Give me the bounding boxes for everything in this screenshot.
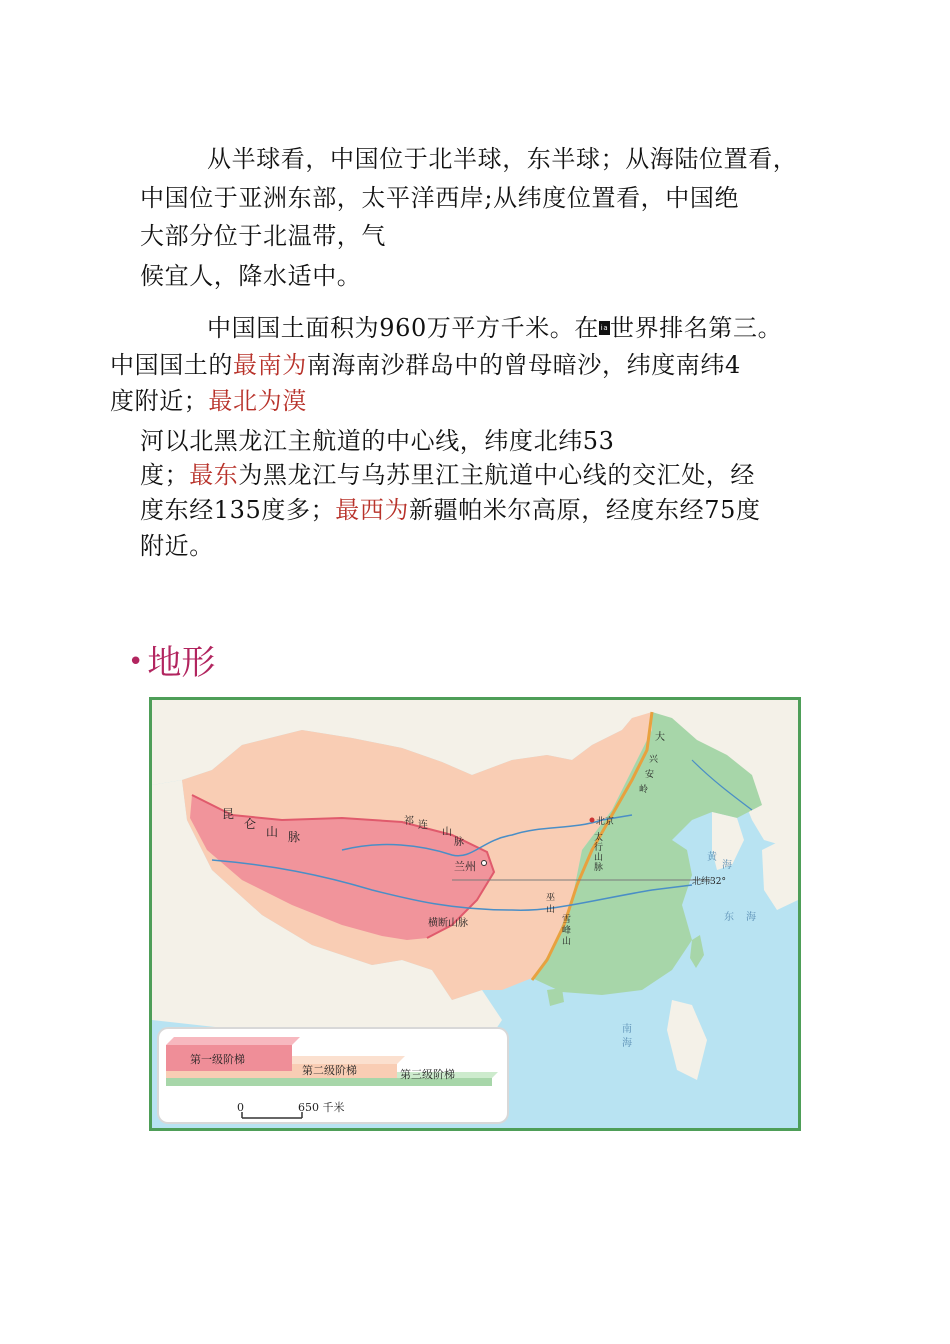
label-wushan-2: 山 [546, 905, 556, 915]
paragraph1-line2: 中国位于亚洲东部，太平洋西岸;从纬度位置看，中国绝 [140, 184, 740, 212]
paragraph2-line1 [207, 312, 782, 344]
terrain-map [149, 697, 801, 1131]
label-taihang-3: 山 [594, 853, 604, 863]
paragraph2-line6-text-b: 新疆帕米尔高原，经度东经75度 [409, 496, 761, 524]
label-daxing-4: 岭 [639, 785, 649, 795]
paragraph2-line2 [110, 349, 741, 381]
label-hengduan: 横断山脉 [428, 918, 468, 929]
label-daxing-3: 安 [645, 770, 655, 780]
eastmost-highlight: 最东 [189, 461, 239, 489]
label-lat32: 北纬32° [692, 877, 726, 887]
label-qilian-1: 祁 [404, 816, 414, 827]
philippines-islands [667, 1000, 707, 1080]
label-kunlun-4: 脉 [288, 830, 301, 844]
section-heading [128, 640, 215, 685]
paragraph2-line5-text-a: 度； [140, 461, 190, 489]
paragraph2-line2-text-b: 南海南沙群岛中的曾母暗沙，纬度南纬4 [306, 351, 741, 379]
legend-step1-top [166, 1037, 300, 1045]
paragraph1-line1: 从半球看，中国位于北半球，东半球；从海陆位置看， [207, 145, 798, 173]
paragraph2-line1-text-b: 世界排名第三。 [610, 314, 783, 342]
paragraph1-line4: 候宜人，降水适中。 [140, 262, 362, 290]
label-wushan-1: 巫 [546, 893, 556, 903]
paragraph2-line7: 附近。 [140, 532, 214, 560]
paragraph1-line3: 大部分位于北温带，气 [140, 222, 386, 250]
paragraph2-line3-text-a: 度附近； [110, 387, 209, 415]
taiwan-island [690, 935, 704, 968]
label-donghai-1: 东 [724, 912, 734, 923]
label-nanhai-1: 南 [622, 1024, 632, 1035]
label-qilian-3: 山 [442, 827, 452, 838]
terrain-map-svg [152, 700, 798, 1128]
paragraph2-line2-text-a: 中国国土的 [110, 351, 233, 379]
bullet-icon: • [128, 647, 144, 677]
label-kunlun-1: 昆 [222, 807, 235, 821]
southmost-highlight: 最南为 [233, 351, 307, 379]
paragraph2-line5 [140, 459, 755, 491]
label-beijing: 北京 [596, 817, 615, 827]
lanzhou-marker-icon [482, 861, 487, 866]
label-xuefeng-1: 雪 [562, 915, 572, 925]
label-nanhai-2: 海 [622, 1038, 632, 1049]
label-qilian-2: 连 [418, 820, 428, 831]
legend-step2-label: 第二级阶梯 [302, 1064, 357, 1077]
paragraph2-line3 [110, 385, 307, 417]
japan-islands [762, 840, 798, 910]
northmost-highlight: 最北为漠 [208, 387, 307, 415]
westmost-highlight: 最西为 [335, 496, 410, 524]
legend-step1-label: 第一级阶梯 [190, 1053, 245, 1066]
label-xuefeng-2: 峰 [562, 926, 572, 936]
legend-step2-bar-base [166, 1071, 292, 1078]
label-kunlun-3: 山 [266, 825, 279, 839]
label-daxing-1: 大 [655, 732, 665, 743]
paragraph2-line6-text-a: 度东经135度多； [140, 496, 336, 524]
beijing-marker-icon [590, 818, 595, 823]
label-taihang-2: 行 [594, 843, 604, 853]
label-lanzhou: 兰州 [454, 860, 476, 873]
paragraph2-line1-text-a: 中国国土面积为960万平方千米。在 [207, 314, 600, 342]
label-daxing-2: 兴 [649, 755, 659, 765]
label-qilian-4: 脉 [454, 837, 464, 848]
label-huanghai-1: 黄 [707, 852, 717, 863]
label-donghai-2: 海 [746, 912, 756, 923]
hainan-island [547, 988, 564, 1006]
label-taihang-1: 太 [594, 833, 604, 843]
label-kunlun-2: 仑 [244, 817, 257, 831]
label-huanghai-2: 海 [722, 860, 732, 871]
paragraph2-line6 [140, 494, 761, 526]
inline-marker-icon: ia [599, 321, 610, 335]
section-title: 地形 [147, 643, 216, 683]
paragraph2-line4: 河以北黑龙江主航道的中心线，纬度北纬53 [140, 427, 615, 455]
label-xuefeng-3: 山 [562, 937, 572, 947]
scale-value-label: 650 千米 [298, 1101, 345, 1114]
scale-zero-label: 0 [237, 1101, 244, 1114]
label-taihang-4: 脉 [594, 863, 604, 873]
legend-step3-label: 第三级阶梯 [400, 1068, 455, 1081]
paragraph2-line5-text-b: 为黑龙江与乌苏里江主航道中心线的交汇处，经 [238, 461, 756, 489]
